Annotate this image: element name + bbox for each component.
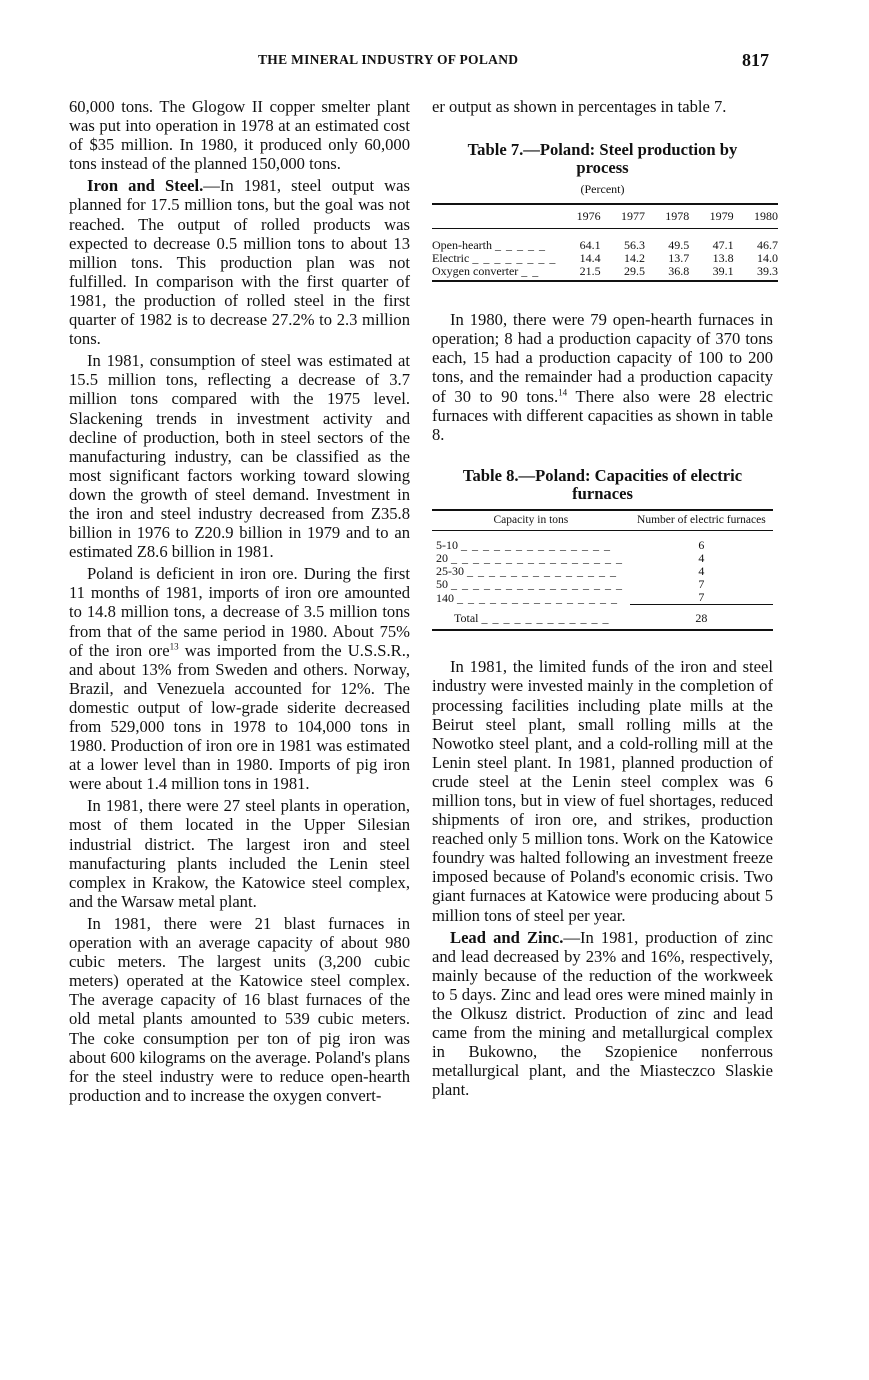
table-cell: 7 [630,591,773,605]
left-column [69,97,410,1108]
table-7-grid [432,203,778,282]
running-header: THE MINERAL INDUSTRY OF POLAND [258,52,519,67]
table-cell: 4 [698,551,705,566]
table-cell: 47.1 [712,238,734,253]
table-cell: 39.1 [689,265,733,281]
right-column [432,97,778,1103]
section-heading-iron-steel: Iron and Steel. [87,176,204,196]
table-header-cell: Number of electric furnaces [630,510,773,531]
table-row [432,531,773,553]
paragraph [69,564,410,793]
table-cell: 56.3 [623,238,645,253]
row-label: 25-30 _ _ _ _ _ _ _ _ _ _ _ _ _ _ [436,564,617,579]
row-label: 140 _ _ _ _ _ _ _ _ _ _ _ _ _ _ _ [436,590,618,605]
table-cell: 29.5 [601,265,645,281]
table-cell: 13.8 [712,251,734,266]
footnote-ref: 14 [558,387,568,398]
page-number: 817 [742,50,769,70]
table-row [432,591,773,605]
table-cell: 36.8 [645,265,689,281]
row-label: Open-hearth _ _ _ _ _ [432,238,546,253]
paragraph: In 1981, there were 21 blast furnaces in operation with an average capacity of about 980 cubic meters. The largest units (3,200 cubic meters) operated at the Katowice steel complex. The average capacity of 16 blast furnaces of the old metal plants amounted to 539 cubic meters. The coke consumption per ton of pig iron was about 600 kilograms on the average. Poland's plans for the steel industry were to reduce open-hearth production and to increase the oxygen convert- [69,913,410,1105]
paragraph-text: Poland is deficient in iron ore. During the first 11 months of 1981, imports of iron ore amounted to 14.8 million tons, a decrease of 3.5 million tons from that of the same period in 1980. About 75% of the iron ore [69,564,410,660]
footnote-ref: 13 [169,641,179,652]
row-label: Total _ _ _ _ _ _ _ _ _ _ _ _ [432,605,630,631]
paragraph: In 1981, the limited funds of the iron and steel industry were invested mainly in the completion of processing facilities including plate mills at the Beirut steel plant, small rolling mills at the Nowotko steel plant, and a cold-rolling mill at the Lenin steel plant. In 1981, planned production of crude steel at the Lenin steel complex was 6 million tons, but in view of fuel shortages, reduced shipments of iron ore, and strikes, production reached only 5 million tons. Work on the Katowice foundry was halted following an investment freeze imposed because of Poland's economic crisis. Two giant furnaces at Katowice were producing about 5 million tons of steel per year. [432,657,773,925]
paragraph-text: In 1980, there were 79 open-hearth furnaces in operation; 8 had a production capacity of 370 tons each, 15 had a production capacity of 100 to 200 tons, and the remainder had a production capacity of 30 to 90 tons. [432,310,773,406]
table-cell: 64.1 [579,238,601,253]
table-cell: 13.7 [668,251,690,266]
table-row [432,229,778,253]
paragraph-text: —In 1981, production of zinc and lead decreased by 23% and 16%, respectively, mainly because of the reduction of the workweek to 5 days. Zinc and lead ores were mined mainly in the Olkusz district. Production of zinc and lead came from the mining and metallurgical complex in Bukowno, the Szopienice nonferrous metallurgical plant, and the Miasteczco Slaskie plant. [432,927,773,1100]
table-header-row [432,510,773,531]
table-cell: 6 [698,538,705,553]
table-header-cell: 1977 [601,204,645,229]
section-heading-lead-zinc: Lead and Zinc. [450,927,564,947]
table-cell: 49.5 [668,238,690,253]
table-total-row [432,605,773,631]
paragraph-text: was imported from the U.S.S.R., and about 13% from Sweden and others. Norway, Brazil, and Venezuela accounted for 12%. The domestic output of low-grade siderite decreased from 529,000 tons in 1978 to 104,000 tons in 1980. Production of iron ore in 1981 was estimated at a lower level than in 1980. Imports of pig iron were about 1.4 million tons in 1981. [69,640,410,794]
table-header-cell: 1978 [645,204,689,229]
table-cell: 21.5 [556,265,600,281]
table-cell: 39.3 [734,265,778,281]
table-8-title: Table 8.—Poland: Capacities of electric furnaces [462,465,743,503]
table-header-cell: 1979 [689,204,733,229]
table-cell: 14.0 [757,251,778,266]
table-8 [432,467,773,632]
table-8-grid [432,509,773,632]
table-cell: 4 [698,564,705,579]
table-header-cell: 1976 [556,204,600,229]
table-header-row [432,204,778,229]
paragraph: er output as shown in percentages in table 7. [432,97,727,116]
table-cell: 7 [698,577,705,592]
table-header-empty [432,204,556,229]
row-label: 50 _ _ _ _ _ _ _ _ _ _ _ _ _ _ _ _ [436,577,623,592]
table-row [432,265,778,281]
table-header-cell: 1980 [734,204,778,229]
table-7-unit: (Percent) [580,182,625,197]
paragraph: In 1981, there were 27 steel plants in operation, most of them located in the Upper Silesian industrial district. The largest iron and steel manufacturing plants included the Lenin steel complex in Krakow, the Katowice steel complex, and the Warsaw metal plant. [69,796,410,911]
table-cell: 46.7 [757,238,778,253]
paragraph [432,310,773,444]
paragraph-lead-zinc [432,928,773,1100]
paragraph-text: There also were 28 electric furnaces with different capacities as shown in table 8. [432,386,773,444]
table-cell: 14.2 [623,251,645,266]
table-7-title: Table 7.—Poland: Steel production by process [467,140,738,178]
table-header-cell: Capacity in tons [432,510,630,531]
row-label: 5-10 _ _ _ _ _ _ _ _ _ _ _ _ _ _ [436,538,611,553]
table-cell-total: 28 [630,605,773,631]
paragraph: 60,000 tons. The Glogow II copper smelter plant was put into operation in 1978 at an estimated cost of $35 million. In 1980, it produced only 60,000 tons instead of the planned 150,000 tons. [69,97,410,174]
row-label: 20 _ _ _ _ _ _ _ _ _ _ _ _ _ _ _ _ [436,551,623,566]
paragraph-iron-steel [69,176,410,348]
row-label: Electric _ _ _ _ _ _ _ _ [432,251,557,266]
paragraph-text: —In 1981, steel output was planned for 17.5 million tons, but the goal was not reached. The output of rolled products was expected to decrease 0.5 million tons to about 13 million tons. This production plan was not fulfilled. In comparison with the first quarter of 1981, the production of rolled steel in the first quarter of 1982 is to decrease 27.2% to 2.3 million tons. [69,176,410,349]
table-cell: 14.4 [579,251,601,266]
table-row [432,578,773,591]
table-7 [432,140,778,282]
row-label: Oxygen converter _ _ [432,265,556,281]
paragraph: In 1981, consumption of steel was estimated at 15.5 million tons, reflecting a decrease of 3.7 million tons compared with the 1975 level. Slackening trends in investment activity and decline of production, both in steel sectors of the manufacturing industry, can be classified as the most significant factors working toward slowing down the growth of steel demand. Investment in the iron and steel industry decreased from Z35.8 billion in 1976 to Z20.9 billion in 1979 and to an estimated Z8.6 billion in 1981. [69,351,410,562]
